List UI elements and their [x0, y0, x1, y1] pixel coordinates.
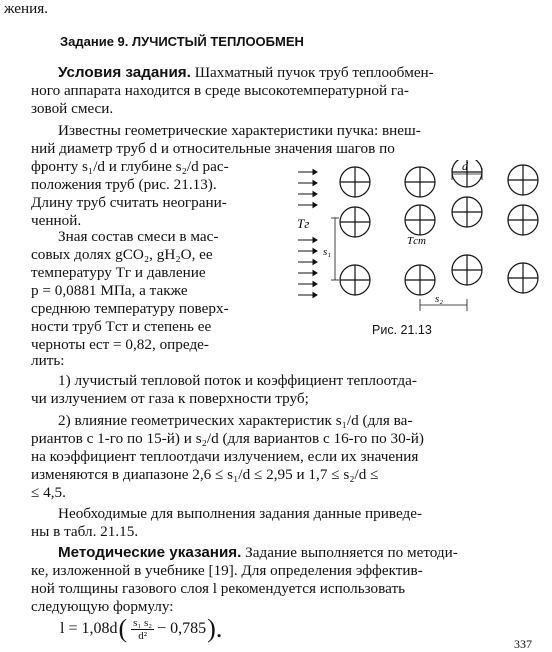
- item2-line-5: ≤ 4,5.: [31, 484, 66, 501]
- label-s2: s₂: [435, 293, 444, 305]
- data-line-1: Необходимые для выполнения задания данные приведе-: [58, 505, 423, 522]
- geometry-line-3: фронту s₁/d и глубине s₂/d рас-: [31, 158, 229, 175]
- composition-line-7: черноты eст = 0,82, опреде-: [31, 336, 209, 353]
- formula-numerator: s₁ s₂: [133, 616, 153, 629]
- formula-lhs: l = 1,08d: [60, 620, 118, 637]
- item2-line-4: изменяются в диапазоне 2,6 ≤ s₁/d ≤ 2,95 и 1,7 ≤ s₂/d ≤: [31, 466, 379, 483]
- composition-line-3: температуру Tг и давление: [31, 264, 206, 281]
- figure-caption: Рис. 21.13: [372, 323, 432, 337]
- conditions-label: Условия задания.: [58, 64, 191, 81]
- method-line-3: ной толщины газового слоя l рекомендуется использовать: [31, 580, 406, 597]
- label-gas-temperature: Tг: [297, 216, 310, 231]
- method-line-2: ке, изложенной в учебнике [19]. Для определения эффектив-: [31, 562, 423, 579]
- geometry-line-6: ченной.: [31, 212, 82, 229]
- conditions-text-1: Шахматный пучок труб теплообмен-: [190, 64, 434, 81]
- formula-fraction: [131, 617, 154, 642]
- label-tube-temperature: Tст: [407, 235, 426, 247]
- label-d: d: [462, 160, 468, 173]
- tube-column-4: [508, 165, 538, 293]
- composition-line-2: совых долях gCO₂, gH₂O, ее: [31, 246, 213, 263]
- formula-denominator: d²: [138, 629, 148, 642]
- data-line-2: ны в табл. 21.15.: [31, 523, 139, 540]
- task-heading: Задание 9. ЛУЧИСТЫЙ ТЕПЛООБМЕН: [60, 34, 304, 49]
- composition-line-4: p = 0,0881 МПа, а также: [31, 282, 188, 299]
- conditions-line-3: зовой смеси.: [31, 100, 114, 117]
- tube-column-2: [405, 167, 435, 295]
- tube-column-1: [340, 167, 370, 295]
- geometry-line-4: положения труб (рис. 21.13).: [31, 176, 217, 193]
- item2-line-1: 2) влияние геометрических характеристик s₁/d (для ва-: [58, 412, 413, 429]
- method-label: Методические указания.: [58, 544, 242, 561]
- item2-line-2: риантов с 1-го по 15-й) и s₂/d (для вариантов с 16-го по 30-й): [31, 430, 424, 447]
- composition-line-5: среднюю температуру поверх-: [31, 300, 229, 317]
- composition-line-1: Зная состав смеси в мас-: [58, 228, 219, 245]
- conditions-line-2: ного аппарата находится в среде высокотемпературной га-: [31, 82, 409, 99]
- item1-line-1: 1) лучистый тепловой поток и коэффициент теплоотда-: [58, 372, 417, 389]
- geometry-line-5: Длину труб считать неограни-: [31, 194, 227, 211]
- page-number: 337: [514, 637, 532, 651]
- item1-line-2: чи излучением от газа к поверхности труб;: [31, 390, 309, 407]
- geometry-line-2: ний диаметр труб d и относительные значения шагов по: [31, 140, 395, 157]
- label-s1: s₁: [323, 246, 332, 258]
- formula: [60, 612, 222, 646]
- method-line-4: следующую формулу:: [31, 598, 174, 615]
- gas-flow-arrows: [298, 170, 317, 298]
- conditions-line-1: [58, 64, 434, 82]
- top-fragment: жения.: [4, 0, 49, 17]
- method-text-1: Задание выполняется по методи-: [241, 544, 458, 561]
- tube-column-3: [452, 160, 482, 285]
- formula-tail: − 0,785: [157, 620, 207, 637]
- composition-line-8: лить:: [31, 352, 65, 369]
- geometry-line-1: Известны геометрические характеристики пучка: внеш-: [58, 122, 421, 139]
- tube-bundle-figure: [295, 160, 545, 345]
- method-line-1: [58, 544, 458, 562]
- item2-line-3: на коэффициент теплоотдачи излучением, если их значения: [31, 448, 419, 465]
- formula-open-paren: (: [118, 614, 128, 643]
- formula-close-paren: ).: [207, 614, 223, 643]
- composition-line-6: ности труб Tст и степень ее: [31, 318, 212, 335]
